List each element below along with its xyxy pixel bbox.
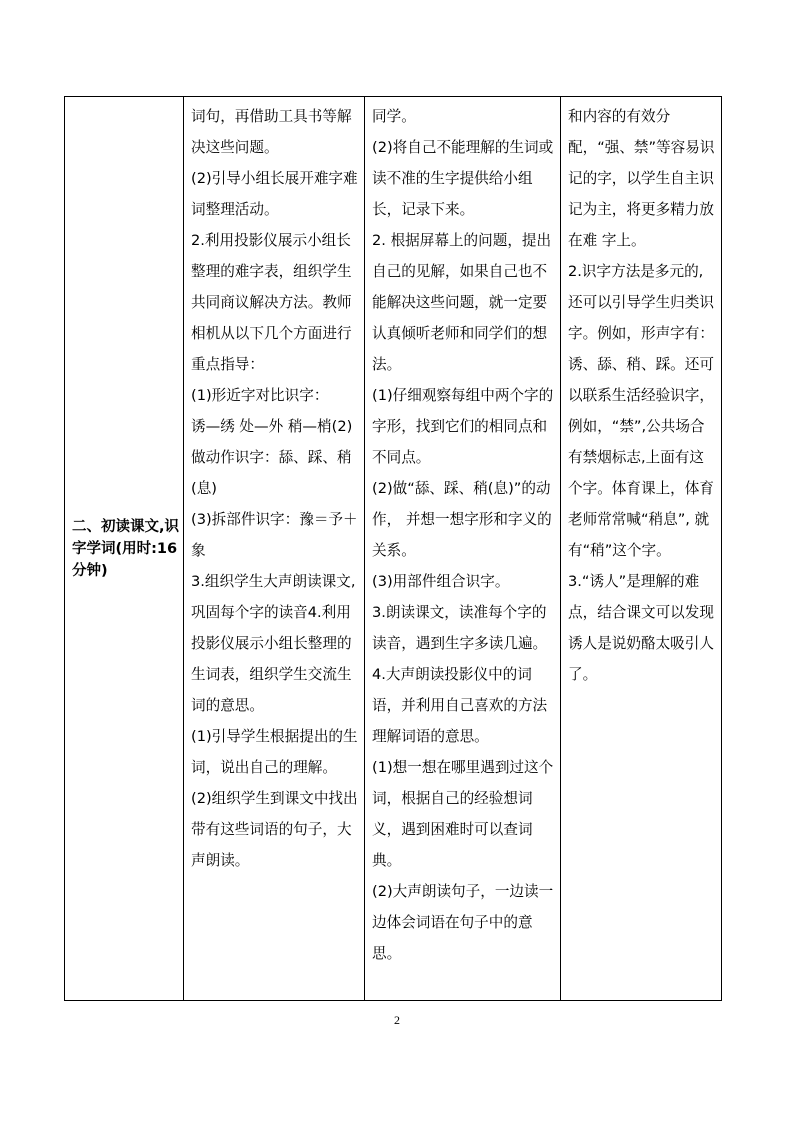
teacher-paragraph: (3)拆部件识字：豫＝予＋象 <box>191 511 358 559</box>
teacher-paragraph: (1)引导学生根据提出的生词，说出自己的理解。 <box>191 728 358 776</box>
intent-paragraph: 和内容的有效分配，“强、禁”等容易识记的字，以学生自主识记为主，将更多精力放在难 字上。 <box>568 108 715 249</box>
intent-paragraph: 3.“诱人”是理解的难点，结合课文可以发现诱人是说奶酪太吸引人了。 <box>568 573 714 683</box>
student-paragraph: 同学。 <box>372 108 416 125</box>
teacher-paragraph: 2.利用投影仪展示小组长整理的难字表，组织学生共同商议解决方法。教师相机从以下几个方面进行重点指导： <box>191 232 352 373</box>
teacher-paragraph: (1)形近字对比识字： <box>191 387 329 404</box>
student-paragraph: (2)做“舔、踩、稍(息)”的动作， 并想一想字形和字义的关系。 <box>372 480 552 559</box>
intent-paragraph: 2.识字方法是多元的,还可以引导学生归类识字。例如，形声字有：诱、舔、稍、踩。还可以联系生活经验识字，例如，“禁”,公共场合有禁烟标志,上面有这个字。体育课上，体育老师常常喊“稍息”, 就有“稍”这个字。 <box>568 263 714 559</box>
teacher-paragraph: (2)组织学生到课文中找出带有这些词语的句子，大声朗读。 <box>191 790 358 869</box>
lesson-plan-table <box>64 96 722 1001</box>
table-row <box>65 97 722 1001</box>
student-activity-cell <box>365 97 561 1001</box>
student-paragraph: (2)大声朗读句子，一边读一边体会词语在句子中的意思。 <box>372 883 554 962</box>
student-paragraph: (1)想一想在哪里遇到过这个词，根据自己的经验想词义，遇到困难时可以查词典。 <box>372 759 554 869</box>
teacher-paragraph: 词句，再借助工具书等解决这些问题。 <box>191 108 352 156</box>
teacher-paragraph: 诱—绣 处—外 稍—梢(2)做动作识字：舔、踩、稍(息) <box>191 418 353 497</box>
student-paragraph: (1)仔细观察每组中两个字的字形，找到它们的相同点和不同点。 <box>372 387 554 466</box>
design-intent-cell <box>561 97 722 1001</box>
teacher-paragraph: 3.组织学生大声朗读课文,巩固每个字的读音4.利用投影仪展示小组长整理的生词表，组织学生交流生词的意思。 <box>191 573 356 714</box>
stage-title-cell <box>65 97 184 1001</box>
student-paragraph: 2. 根据屏幕上的问题，提出自己的见解，如果自己也不能解决这些问题，就一定要认真倾听老师和同学们的想法。 <box>372 232 552 373</box>
student-paragraph: 4.大声朗读投影仪中的词语，并利用自己喜欢的方法理解词语的意思。 <box>372 666 548 745</box>
teacher-paragraph: (2)引导小组长展开难字难词整理活动。 <box>191 170 358 218</box>
student-paragraph: (2)将自己不能理解的生词或读不准的生字提供给小组长，记录下来。 <box>372 139 554 218</box>
student-paragraph: (3)用部件组合识字。 <box>372 573 510 590</box>
student-paragraph: 3.朗读课文，读准每个字的读音，遇到生字多读几遍。 <box>372 604 548 652</box>
stage-title: 二、初读课文,识字学词(用时:16 分钟) <box>72 518 180 579</box>
teacher-activity-cell <box>184 97 365 1001</box>
page-number: 2 <box>394 1013 400 1027</box>
